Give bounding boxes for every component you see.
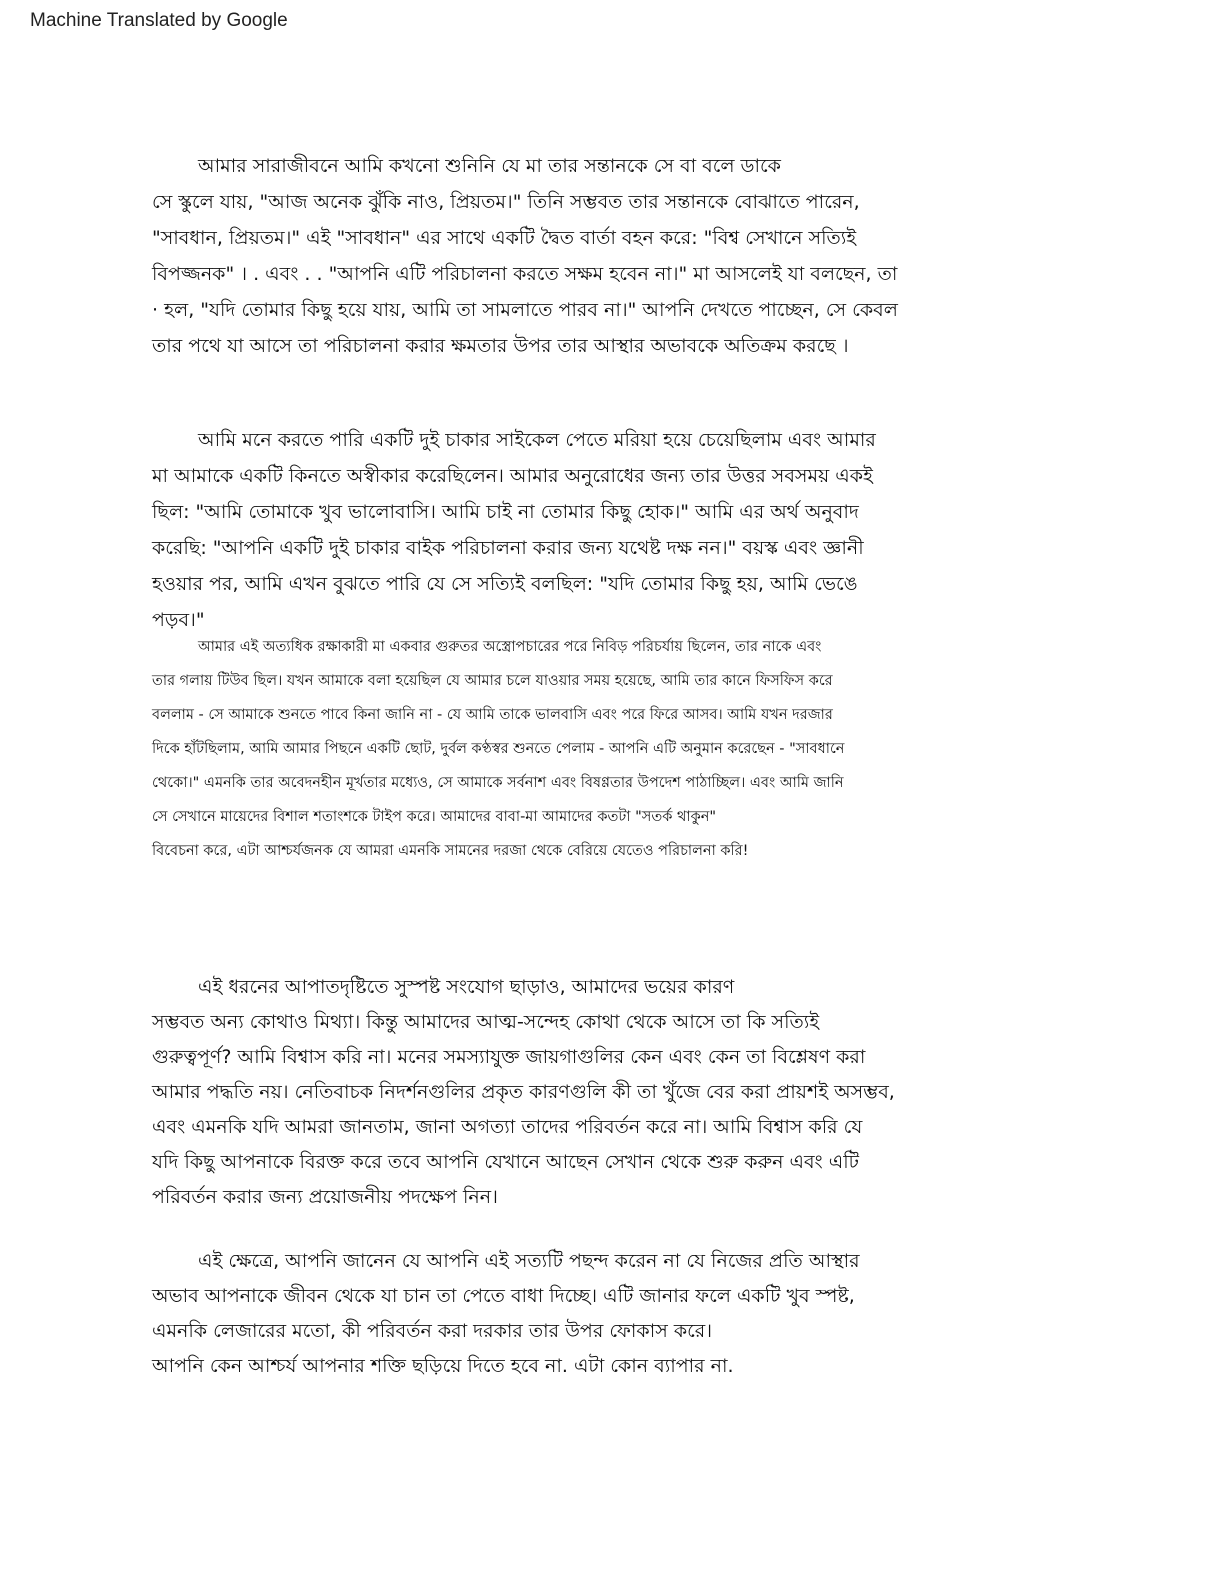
text-line: হওয়ার পর, আমি এখন বুঝতে পারি যে সে সত্যিই বলছিল: "যদি তোমার কিছু হয়, আমি ভেঙে: [152, 573, 858, 595]
text-line: বিপজ্জনক" । . এবং . . "আপনি এটি পরিচালনা করতে সক্ষম হবেন না।" মা আসলেই যা বলছেন, তা: [152, 263, 898, 285]
text-line: তার পথে যা আসে তা পরিচালনা করার ক্ষমতার উপর তার আস্থার অভাবকে অতিক্রম করছে ।: [152, 335, 849, 357]
text-line: আমি মনে করতে পারি একটি দুই চাকার সাইকেল পেতে মরিয়া হয়ে চেয়েছিলাম এবং আমার: [198, 429, 876, 451]
text-line: এবং এমনকি যদি আমরা জানতাম, জানা অগত্যা তাদের পরিবর্তন করে না। আমি বিশ্বাস করি যে: [152, 1116, 863, 1138]
text-line: গুরুত্বপূর্ণ? আমি বিশ্বাস করি না। মনের সমস্যাযুক্ত জায়গাগুলির কেন এবং কেন তা বিশ্লেষণ করা: [152, 1046, 866, 1068]
text-line: মা আমাকে একটি কিনতে অস্বীকার করেছিলেন। আমার অনুরোধের জন্য তার উত্তর সবসময় একই: [152, 465, 873, 487]
text-line: এমনকি লেজারের মতো, কী পরিবর্তন করা দরকার তার উপর ফোকাস করে।: [152, 1320, 712, 1342]
text-line: "সাবধান, প্রিয়তম।" এই "সাবধান" এর সাথে একটি দ্বৈত বার্তা বহন করে: "বিশ্ব সেখানে সত্যিই: [152, 227, 857, 249]
text-line: সে স্কুলে যায়, "আজ অনেক ঝুঁকি নাও, প্রিয়তম।" তিনি সম্ভবত তার সন্তানকে বোঝাতে পারেন,: [152, 191, 860, 213]
text-line: বললাম - সে আমাকে শুনতে পাবে কিনা জানি না - যে আমি তাকে ভালবাসি এবং পরে ফিরে আসব। আমি যখন দরজার: [152, 707, 833, 723]
text-line: যদি কিছু আপনাকে বিরক্ত করে তবে আপনি যেখানে আছেন সেখান থেকে শুরু করুন এবং এটি: [152, 1151, 859, 1173]
text-line: অভাব আপনাকে জীবন থেকে যা চান তা পেতে বাধা দিচ্ছে। এটি জানার ফলে একটি খুব স্পষ্ট,: [152, 1285, 855, 1307]
text-line: দিকে হাঁটছিলাম, আমি আমার পিছনে একটি ছোট, দুর্বল কণ্ঠস্বর শুনতে পেলাম - আপনি এটি অনুমান করেছেন - "সাবধানে: [152, 741, 845, 757]
text-line: আমার সারাজীবনে আমি কখনো শুনিনি যে মা তার সন্তানকে সে বা বলে ডাকে: [198, 155, 781, 177]
text-line: সম্ভবত অন্য কোথাও মিথ্যা। কিন্তু আমাদের আত্ম-সন্দেহ কোথা থেকে আসে তা কি সত্যিই: [152, 1011, 820, 1033]
text-line: আমার পদ্ধতি নয়। নেতিবাচক নিদর্শনগুলির প্রকৃত কারণগুলি কী তা খুঁজে বের করা প্রায়শই অসম্ভব,: [152, 1081, 895, 1103]
text-line: করেছি: "আপনি একটি দুই চাকার বাইক পরিচালনা করার জন্য যথেষ্ট দক্ষ নন।" বয়স্ক এবং জ্ঞানী: [152, 537, 864, 559]
text-line: পড়ব।": [152, 609, 205, 631]
text-line: আমার এই অত্যধিক রক্ষাকারী মা একবার গুরুতর অস্ত্রোপচারের পরে নিবিড় পরিচর্যায় ছিলেন, তার নাকে এবং: [198, 639, 822, 655]
text-line: পরিবর্তন করার জন্য প্রয়োজনীয় পদক্ষেপ নিন।: [152, 1186, 498, 1208]
text-line: এই ধরনের আপাতদৃষ্টিতে সুস্পষ্ট সংযোগ ছাড়াও, আমাদের ভয়ের কারণ: [198, 976, 735, 998]
text-line: আপনি কেন আশ্চর্য আপনার শক্তি ছড়িয়ে দিতে হবে না. এটা কোন ব্যাপার না.: [152, 1355, 734, 1377]
machine-translation-banner: Machine Translated by Google: [30, 10, 288, 31]
text-line: এই ক্ষেত্রে, আপনি জানেন যে আপনি এই সত্যটি পছন্দ করেন না যে নিজের প্রতি আস্থার: [198, 1250, 860, 1272]
text-line: সে সেখানে মায়েদের বিশাল শতাংশকে টাইপ করে। আমাদের বাবা-মা আমাদের কতটা "সতর্ক থাকুন": [152, 809, 717, 825]
text-line: বিবেচনা করে, এটা আশ্চর্যজনক যে আমরা এমনকি সামনের দরজা থেকে বেরিয়ে যেতেও পরিচালনা করি!: [152, 843, 749, 859]
text-line: থেকো।" এমনকি তার অবেদনহীন মূর্খতার মধ্যেও, সে আমাকে সর্বনাশ এবং বিষণ্ণতার উপদেশ পাঠাচ্ছিল। এবং আমি জানি: [152, 775, 844, 791]
text-line: · হল, "যদি তোমার কিছু হয়ে যায়, আমি তা সামলাতে পারব না।" আপনি দেখতে পাচ্ছেন, সে কেবল: [152, 299, 898, 321]
text-line: ছিল: "আমি তোমাকে খুব ভালোবাসি। আমি চাই না তোমার কিছু হোক।" আমি এর অর্থ অনুবাদ: [152, 501, 859, 523]
text-line: তার গলায় টিউব ছিল। যখন আমাকে বলা হয়েছিল যে আমার চলে যাওয়ার সময় হয়েছে, আমি তার কানে ফিসফিস করে: [152, 673, 833, 689]
